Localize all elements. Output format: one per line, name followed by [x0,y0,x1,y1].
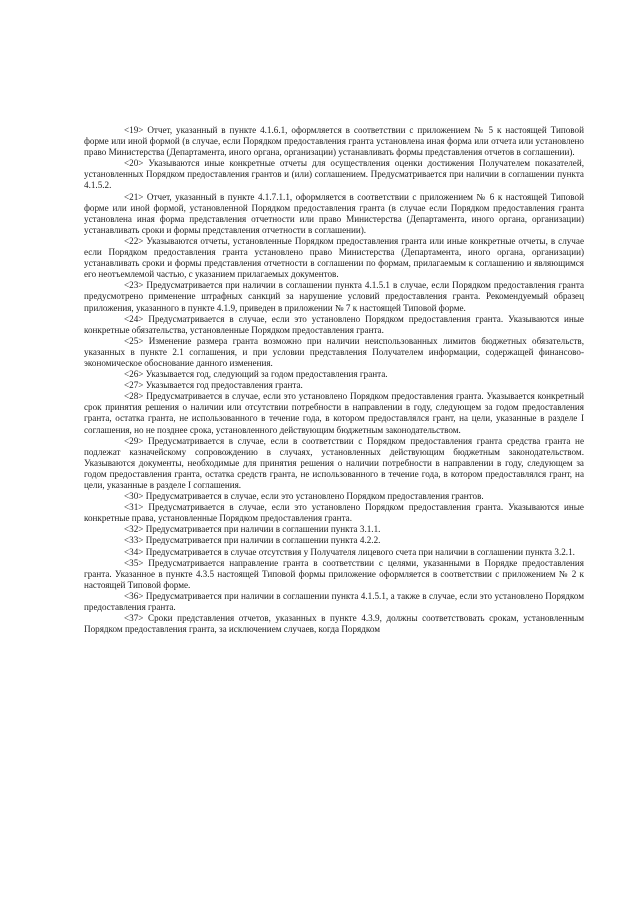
footnote-33: <33> Предусматривается при наличии в соглашении пункта 4.2.2. [124,535,381,546]
footnote-19: <19> Отчет, указанный в пункте 4.1.6.1, оформляется в соответствии с приложением № 5 к настоящей Типовой форме или иной формой (в случае, если Порядком предоставления гранта установлена иная форма или отчета или установлено право Министерства (Департамента, иного органа, организации) устанавливать формы представления отчетов в соглашении). [84,125,584,158]
footnote-23: <23> Предусматривается при наличии в соглашении пункта 4.1.5.1 в случае, если Порядком предоставления гранта предусмотрено применение штрафных санкций за нарушение условий предоставления гранта. Рекомендуемый образец приложения, указанного в пункте 4.1.9, приведен в приложении № 7 к настоящей Типовой форме. [84,280,584,313]
footnote-27: <27> Указывается год предоставления гранта. [124,380,303,391]
footnote-21: <21> Отчет, указанный в пункте 4.1.7.1.1, оформляется в соответствии с приложением № 6 к настоящей Типовой форме или иной формой, установленной Порядком предоставления гранта (в случае если Порядком предоставления гранта установлена иная форма представления отчетности или право Министерства (Департамента, иного органа, организации) устанавливать сроки и формы представления отчетности в соглашении). [84,191,584,235]
footnote-22: <22> Указываются отчеты, установленные Порядком предоставления гранта или иные конкретные отчеты, в случае если Порядком предоставления гранта установлено право Министерства (Департамента, иного органа, организации) устанавливать сроки и формы представления отчетности в соглашении по формам, прилагаемым к соглашению и являющимся его неотъемлемой частью, с указанием прилагаемых документов. [84,235,584,280]
footnote-28: <28> Предусматривается в случае, если это установлено Порядком предоставления гранта. Указывается конкретный срок принятия решения о наличии или отсутствии потребности в направлении в году, следующем за годом предоставления гранта, остатка гранта, не использованного в течение года, в котором предоставлялся грант, на цели, указанные в разделе I соглашения, но не позднее срока, установленного действующим бюджетным законодательством. [84,391,584,435]
footnote-35: <35> Предусматривается направление гранта в соответствии с целями, указанными в Порядке предоставления гранта. Указанное в пункте 4.3.5 настоящей Типовой формы приложение оформляется в соответствии с приложением № 2 к настоящей Типовой форме. [84,557,584,590]
footnote-26: <26> Указывается год, следующий за годом предоставления гранта. [124,369,388,380]
footnote-30: <30> Предусматривается в случае, если это установлено Порядком предоставления грантов. [124,491,484,502]
footnote-37: <37> Сроки представления отчетов, указанных в пункте 4.3.9, должны соответствовать срокам, установленным Порядком предоставления гранта, за исключением случаев, когда Порядком [84,613,584,635]
footnote-24: <24> Предусматривается в случае, если это установлено Порядком предоставления гранта. Указываются иные конкретные обязательства, установленные Порядком предоставления гранта. [84,313,584,335]
footnote-20: <20> Указываются иные конкретные отчеты для осуществления оценки достижения Получателем показателей, установленных Порядком предоставления грантов и (или) соглашением. Предусматривается при наличии в соглашении пункта 4.1.5.2. [84,158,584,191]
footnote-32: <32> Предусматривается при наличии в соглашении пункта 3.1.1. [124,524,381,535]
footnote-25: <25> Изменение размера гранта возможно при наличии неиспользованных лимитов бюджетных обязательств, указанных в пункте 2.1 соглашения, и при условии представления Получателем информации, содержащей финансово-экономическое обоснование данного изменения. [84,335,584,368]
footnote-34: <34> Предусматривается в случае отсутствия у Получателя лицевого счета при наличии в соглашении пункта 3.2.1. [124,546,575,557]
footnote-29: <29> Предусматривается в случае, если в соответствии с Порядком предоставления гранта средства гранта не подлежат казначейскому сопровождению в случаях, установленных действующим бюджетным законодательством. Указываются документы, необходимые для принятия решения о наличии потребности в направлении в году, следующем за годом предоставления гранта, остатка средств гранта, не использованного в течение года, в котором предоставлялся грант, на цели, указанные в разделе I соглашения. [84,435,584,490]
footnote-31: <31> Предусматривается в случае, если это установлено Порядком предоставления гранта. Указываются иные конкретные права, установленные Порядком предоставления гранта. [84,502,584,524]
footnote-36: <36> Предусматривается при наличии в соглашении пункта 4.1.5.1, а также в случае, если это установлено Порядком предоставления гранта. [84,590,584,613]
